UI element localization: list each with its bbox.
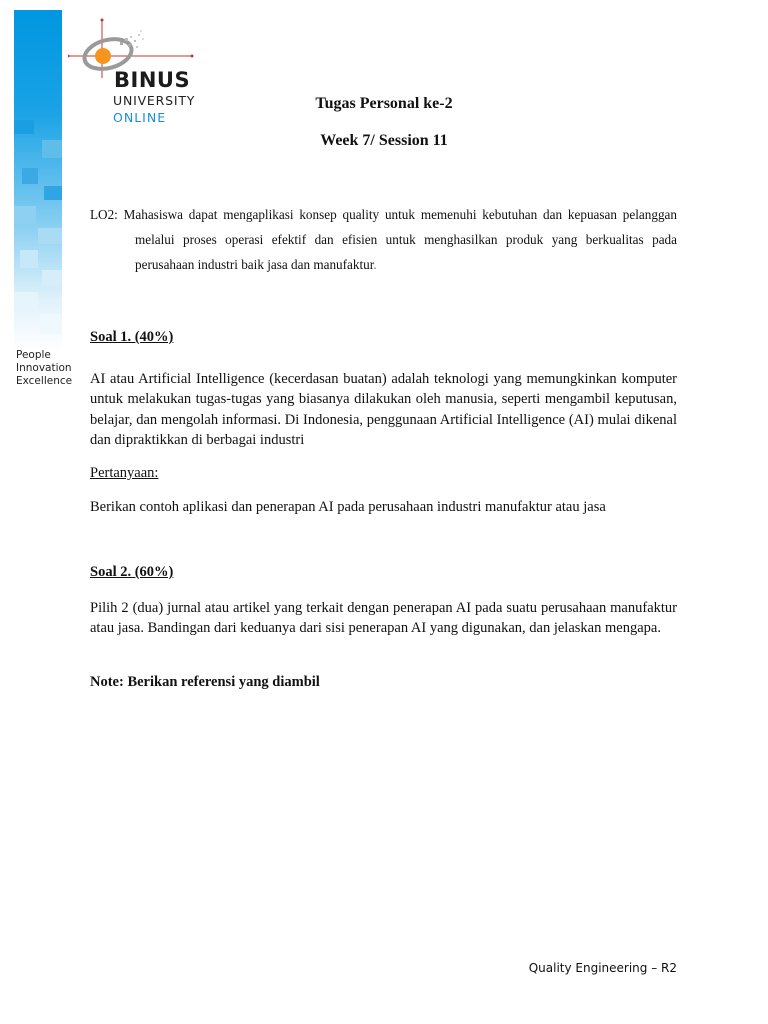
page-footer: Quality Engineering – R2: [528, 961, 677, 975]
learning-outcome: [90, 202, 677, 277]
soal-1-title: Soal 1. (40%): [90, 329, 174, 345]
soal-2-note: Note: Berikan referensi yang diambil: [90, 674, 320, 690]
logo-university: UNIVERSITY: [113, 93, 196, 108]
learning-outcome-end: .: [373, 257, 377, 272]
logo-brand: BINUS: [114, 68, 191, 92]
tagline-people: People: [16, 349, 51, 361]
soal-2-title: Soal 2. (60%): [90, 564, 174, 580]
tagline-excellence: Excellence: [16, 375, 73, 387]
page-title: Tugas Personal ke-2: [315, 95, 453, 112]
tagline-innovation: Innovation: [16, 362, 72, 374]
tagline: [16, 349, 72, 388]
decorative-stripe: [14, 10, 62, 350]
soal-2-body: Pilih 2 (dua) jurnal atau artikel yang terkait dengan penerapan AI pada suatu perusahaan manufaktur atau jasa. Bandingan dari keduanya dari sisi penerapan AI yang digunakan, dan jelaskan mengapa.: [90, 600, 677, 637]
logo-online: ONLINE: [113, 110, 167, 125]
soal-1-question-label: Pertanyaan:: [90, 465, 159, 481]
soal-1-intro: AI atau Artificial Intelligence (kecerdasan buatan) adalah teknologi yang memungkinkan komputer untuk melakukan tugas-tugas yang biasanya dilakukan oleh manusia, seperti mengambil keputusan, belajar, dan mengolah informasi. Di Indonesia, penggunaan Artificial Intelligence (AI) mulai dikenal dan dipraktikkan di berbagai industri: [90, 371, 677, 448]
soal-1-question: Berikan contoh aplikasi dan penerapan AI pada perusahaan industri manufaktur atau jasa: [90, 499, 606, 515]
page-subtitle: Week 7/ Session 11: [320, 132, 448, 149]
learning-outcome-text: LO2: Mahasiswa dapat mengaplikasi konsep quality untuk memenuhi kebutuhan dan kepuasan pelanggan melalui proses operasi efektif dan efisien untuk menghasilkan produk yang berkualitas pada perusahaan industri baik jasa dan manufaktur: [90, 207, 677, 272]
